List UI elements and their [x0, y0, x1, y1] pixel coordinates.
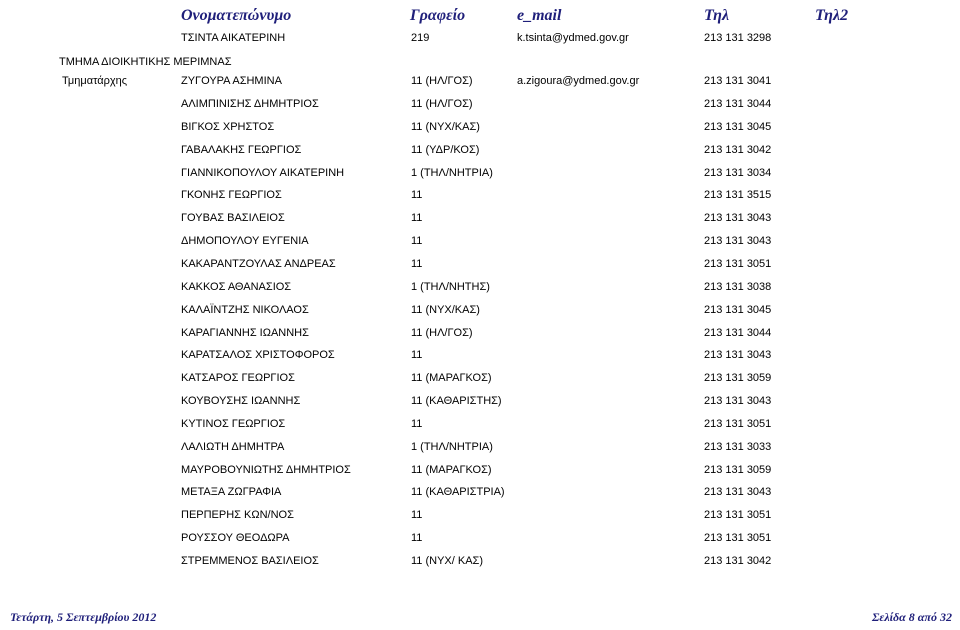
row-office: 11: [411, 509, 423, 521]
row-office: 11: [411, 258, 423, 270]
section-title: ΤΜΗΜΑ ΔΙΟΙΚΗΤΙΚΗΣ ΜΕΡΙΜΝΑΣ: [59, 56, 232, 68]
row-name: ΓΙΑΝΝΙΚΟΠΟΥΛΟΥ ΑΙΚΑΤΕΡΙΝΗ: [181, 167, 345, 179]
row-name: ΚΑΛΑΪΝΤΖΗΣ ΝΙΚΟΛΑΟΣ: [181, 304, 309, 316]
row-name: ΔΗΜΟΠΟΥΛΟΥ ΕΥΓΕΝΙΑ: [181, 235, 309, 247]
row-office: 11: [411, 532, 423, 544]
row-name: ΚΥΤΙΝΟΣ ΓΕΩΡΓΙΟΣ: [181, 418, 286, 430]
row-phone: 213 131 3043: [704, 235, 772, 247]
head-row-phone: 213 131 3041: [704, 75, 772, 87]
row-name: ΜΑΥΡΟΒΟΥΝΙΩΤΗΣ ΔΗΜΗΤΡΙΟΣ: [181, 464, 351, 476]
row-office: 11 (ΗΛ/ΓΟΣ): [411, 327, 473, 339]
row-name: ΚΑΤΣΑΡΟΣ ΓΕΩΡΓΙΟΣ: [181, 372, 295, 384]
row-office: 11 (ΝΥΧ/ ΚΑΣ): [411, 555, 484, 567]
row-name: ΛΑΛΙΩΤΗ ΔΗΜΗΤΡΑ: [181, 441, 285, 453]
row-phone: 213 131 3038: [704, 281, 772, 293]
row-office: 1 (ΤΗΛ/ΝΗΤΡΙΑ): [411, 167, 493, 179]
row-office: 11 (ΜΑΡΑΓΚΟΣ): [411, 372, 492, 384]
row-phone: 213 131 3044: [704, 327, 772, 339]
footer-page-number: Σελίδα 8 από 32: [872, 610, 952, 624]
row-office: 11: [411, 349, 423, 361]
row-phone: 213 131 3043: [704, 486, 772, 498]
row-phone: 213 131 3043: [704, 212, 772, 224]
row-phone: 213 131 3034: [704, 167, 772, 179]
row-name: ΓΚΟΝΗΣ ΓΕΩΡΓΙΟΣ: [181, 189, 282, 201]
column-header-phone2: Τηλ2: [815, 7, 849, 24]
row-phone: 213 131 3045: [704, 304, 772, 316]
row-office: 11 (ΚΑΘΑΡΙΣΤΗΣ): [411, 395, 502, 407]
row-office: 11 (ΝΥΧ/ΚΑΣ): [411, 121, 480, 133]
top-row-email[interactable]: k.tsinta@ydmed.gov.gr: [517, 32, 629, 44]
top-row-phone: 213 131 3298: [704, 32, 772, 44]
row-name: ΒΙΓΚΟΣ ΧΡΗΣΤΟΣ: [181, 121, 275, 133]
row-phone: 213 131 3051: [704, 258, 772, 270]
row-office: 11 (ΝΥΧ/ΚΑΣ): [411, 304, 480, 316]
row-name: ΓΟΥΒΑΣ ΒΑΣΙΛΕΙΟΣ: [181, 212, 285, 224]
row-phone: 213 131 3045: [704, 121, 772, 133]
row-name: ΜΕΤΑΞΑ ΖΩΓΡΑΦΙΑ: [181, 486, 282, 498]
row-phone: 213 131 3042: [704, 144, 772, 156]
row-office: 11: [411, 235, 423, 247]
column-header-office: Γραφείο: [410, 7, 466, 24]
row-phone: 213 131 3043: [704, 395, 772, 407]
column-header-name: Ονοματεπώνυμο: [181, 7, 292, 24]
row-office: 11: [411, 418, 423, 430]
row-office: 1 (ΤΗΛ/ΝΗΤΡΙΑ): [411, 441, 493, 453]
column-header-phone: Τηλ: [704, 7, 730, 24]
row-name: ΓΑΒΑΛΑΚΗΣ ΓΕΩΡΓΙΟΣ: [181, 144, 302, 156]
row-name: ΡΟΥΣΣΟΥ ΘΕΟΔΩΡΑ: [181, 532, 290, 544]
row-office: 11 (ΗΛ/ΓΟΣ): [411, 98, 473, 110]
row-name: ΚΑΡΑΤΣΑΛΟΣ ΧΡΙΣΤΟΦΟΡΟΣ: [181, 349, 335, 361]
row-name: ΚΑΡΑΓΙΑΝΝΗΣ ΙΩΑΝΝΗΣ: [181, 327, 309, 339]
head-row-office: 11 (ΗΛ/ΓΟΣ): [411, 75, 473, 87]
row-phone: 213 131 3043: [704, 349, 772, 361]
row-office: 1 (ΤΗΛ/ΝΗΤΗΣ): [411, 281, 490, 293]
row-phone: 213 131 3051: [704, 532, 772, 544]
row-phone: 213 131 3515: [704, 189, 772, 201]
head-row-role: Τμηματάρχης: [62, 75, 128, 87]
top-row-office: 219: [411, 32, 430, 44]
column-header-email: e_mail: [517, 7, 562, 24]
row-name: ΚΑΚΚΟΣ ΑΘΑΝΑΣΙΟΣ: [181, 281, 292, 293]
row-phone: 213 131 3059: [704, 372, 772, 384]
row-office: 11 (ΥΔΡ/ΚΟΣ): [411, 144, 480, 156]
row-office: 11 (ΜΑΡΑΓΚΟΣ): [411, 464, 492, 476]
row-phone: 213 131 3042: [704, 555, 772, 567]
head-row-email[interactable]: a.zigoura@ydmed.gov.gr: [517, 75, 640, 87]
row-office: 11: [411, 212, 423, 224]
row-phone: 213 131 3044: [704, 98, 772, 110]
footer-date: Τετάρτη, 5 Σεπτεμβρίου 2012: [10, 610, 157, 624]
row-name: ΑΛΙΜΠΙΝΙΣΗΣ ΔΗΜΗΤΡΙΟΣ: [181, 98, 319, 110]
row-phone: 213 131 3033: [704, 441, 772, 453]
top-row-name: ΤΣΙΝΤΑ ΑΙΚΑΤΕΡΙΝΗ: [181, 32, 286, 44]
row-office: 11: [411, 189, 423, 201]
row-name: ΚΑΚΑΡΑΝΤΖΟΥΛΑΣ ΑΝΔΡΕΑΣ: [181, 258, 336, 270]
row-phone: 213 131 3051: [704, 418, 772, 430]
row-name: ΠΕΡΠΕΡΗΣ ΚΩΝ/ΝΟΣ: [181, 509, 294, 521]
row-phone: 213 131 3051: [704, 509, 772, 521]
row-office: 11 (ΚΑΘΑΡΙΣΤΡΙΑ): [411, 486, 505, 498]
row-name: ΚΟΥΒΟΥΣΗΣ ΙΩΑΝΝΗΣ: [181, 395, 301, 407]
row-name: ΣΤΡΕΜΜΕΝΟΣ ΒΑΣΙΛΕΙΟΣ: [181, 555, 319, 567]
head-row-name: ΖΥΓΟΥΡΑ ΑΣΗΜΙΝΑ: [181, 75, 282, 87]
row-phone: 213 131 3059: [704, 464, 772, 476]
